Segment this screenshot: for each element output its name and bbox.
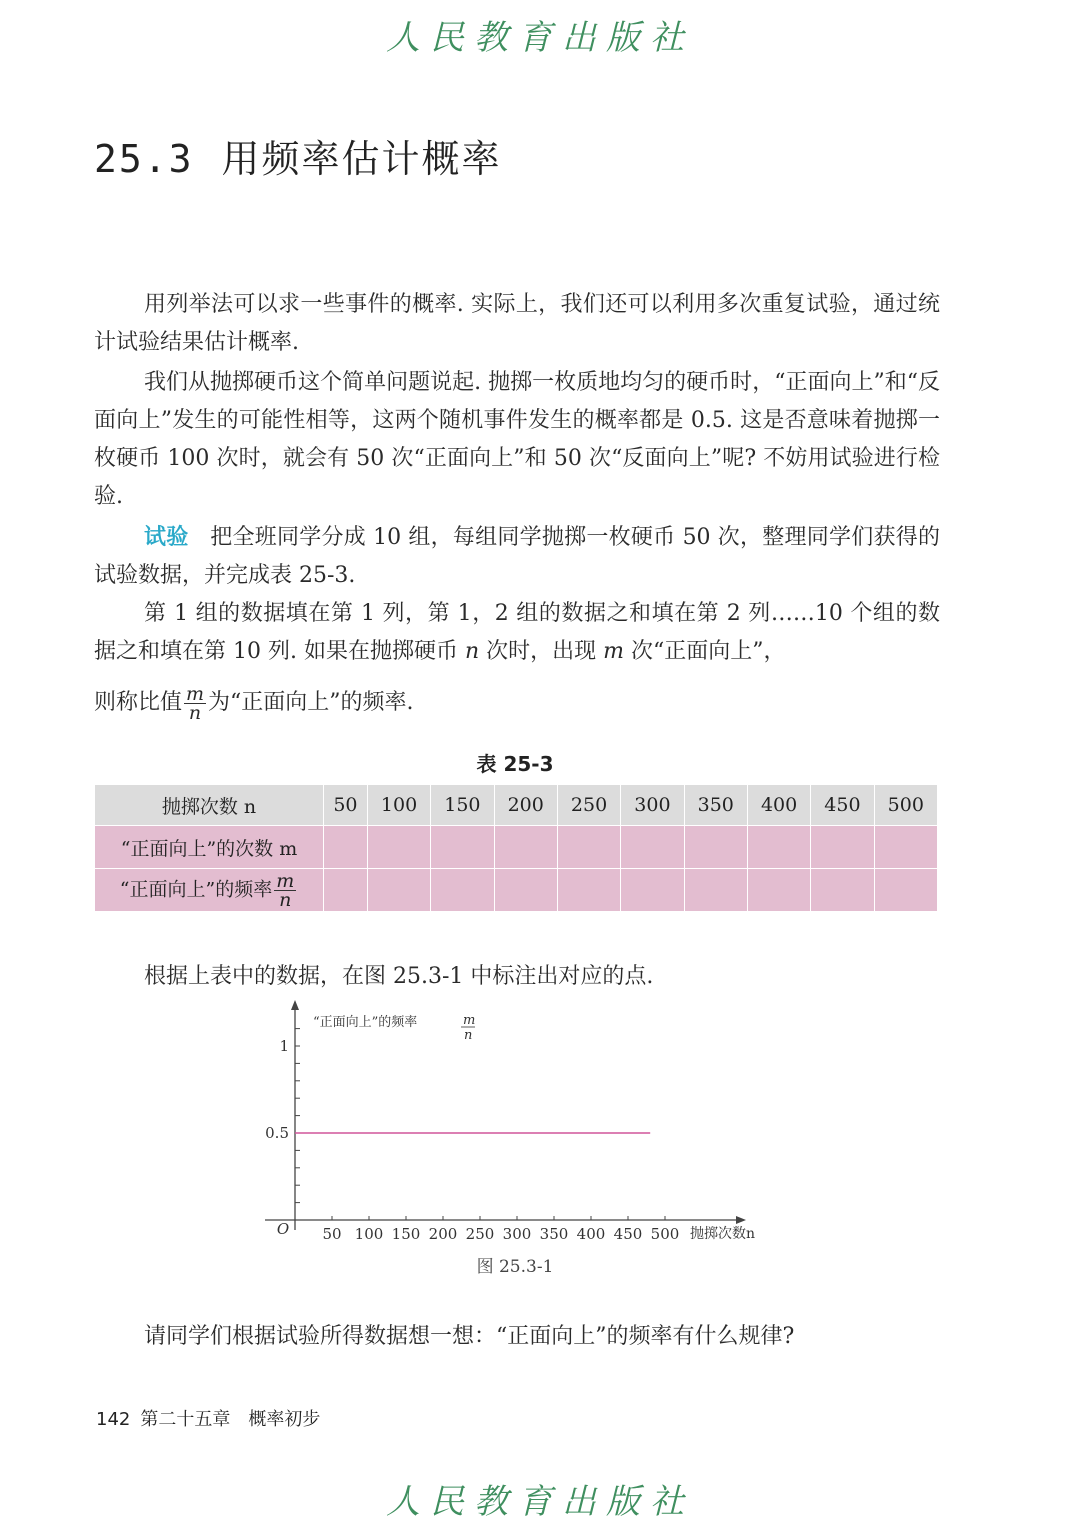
x-tick-label: 300 xyxy=(502,1225,532,1243)
x-tick-label: 350 xyxy=(539,1225,569,1243)
y-axis-label-frac-n: n xyxy=(464,1028,473,1043)
data-table xyxy=(94,784,938,912)
x-tick-label: 500 xyxy=(650,1225,680,1243)
x-axis-arrow xyxy=(736,1216,746,1224)
empty-cell[interactable] xyxy=(684,869,747,912)
p4-var-n: n xyxy=(464,639,480,664)
p4-text-c: 次“正面向上”， xyxy=(631,639,786,664)
empty-cell[interactable] xyxy=(621,826,684,869)
empty-cell[interactable] xyxy=(747,869,810,912)
empty-cell[interactable] xyxy=(557,826,620,869)
empty-cell[interactable] xyxy=(324,869,368,912)
empty-cell[interactable] xyxy=(684,826,747,869)
empty-cell[interactable] xyxy=(747,826,810,869)
experiment-label: 试验 xyxy=(144,524,189,550)
x-axis-label: 抛掷次数n xyxy=(690,1226,756,1242)
y-axis-label-frac-m: m xyxy=(463,1013,476,1028)
x-tick-label: 150 xyxy=(391,1225,421,1243)
row-header-throws: 抛掷次数 n xyxy=(95,785,324,826)
paragraph-2: 我们从抛掷硬币这个简单问题说起. 抛掷一枚质地均匀的硬币时，“正面向上”和“反面向上”发生的可能性相等，这两个随机事件发生的概率都是 0.5. 这是否意味着抛掷一枚硬币 100 次时，就会有 50 次“正面向上”和 50 次“反面向上”呢? 不妨用试验进行检验. xyxy=(94,370,940,509)
col-header: 350 xyxy=(684,785,747,826)
frequency-chart xyxy=(240,1000,800,1250)
y-tick-label: 0.5 xyxy=(265,1124,289,1142)
empty-cell[interactable] xyxy=(431,869,494,912)
x-tick-label: 450 xyxy=(613,1225,643,1243)
empty-cell[interactable] xyxy=(621,869,684,912)
publisher-logo-bottom: 人民教育出版社 xyxy=(386,1482,694,1522)
col-header: 500 xyxy=(874,785,937,826)
table-caption: 表 25-3 xyxy=(476,752,554,776)
paragraph-6: 请同学们根据试验所得数据想一想：“正面向上”的频率有什么规律? xyxy=(144,1324,795,1349)
chapter-title: 第二十五章 概率初步 xyxy=(140,1409,321,1430)
col-header: 450 xyxy=(811,785,874,826)
fraction-m-over-n-table: $\frac{m}{n}$ xyxy=(276,869,295,911)
empty-cell[interactable] xyxy=(367,826,430,869)
section-title xyxy=(94,128,502,183)
paragraph-3 xyxy=(94,518,940,595)
fraction-m-over-n: $\frac{m}{n}$ xyxy=(186,682,205,724)
table-row-throws xyxy=(95,785,938,826)
empty-cell[interactable] xyxy=(431,826,494,869)
empty-cell[interactable] xyxy=(494,869,557,912)
col-header: 150 xyxy=(431,785,494,826)
empty-cell[interactable] xyxy=(324,826,368,869)
paragraph-5: 根据上表中的数据，在图 25.3-1 中标注出对应的点. xyxy=(144,964,654,989)
publisher-logo-top: 人民教育出版社 xyxy=(386,18,694,58)
col-header: 50 xyxy=(324,785,368,826)
empty-cell[interactable] xyxy=(494,826,557,869)
col-header: 200 xyxy=(494,785,557,826)
paragraph-4 xyxy=(94,595,940,671)
p4-text-a: 第 1 组的数据填在第 1 列，第 1，2 组的数据之和填在第 2 列……10 个组的数据之和填在第 10 列. 如果在抛掷硬币 xyxy=(94,601,940,664)
table-row-heads-count xyxy=(95,826,938,869)
p4-text-b: 次时，出现 xyxy=(486,639,597,664)
empty-cell[interactable] xyxy=(811,826,874,869)
empty-cell[interactable] xyxy=(874,869,937,912)
p4-text-d: 则称比值 xyxy=(94,690,183,715)
experiment-text: 把全班同学分成 10 组，每组同学抛掷一枚硬币 50 次，整理同学们获得的试验数据，并完成表 25-3. xyxy=(94,525,940,588)
section-number: 25.3 xyxy=(94,137,194,181)
empty-cell[interactable] xyxy=(874,826,937,869)
x-tick-label: 200 xyxy=(428,1225,458,1243)
page-number: 142 xyxy=(96,1409,131,1430)
p4-text-e: 为“正面向上”的频率. xyxy=(208,690,414,715)
row-header-heads-count: “正面向上”的次数 m xyxy=(95,826,324,869)
col-header: 400 xyxy=(747,785,810,826)
section-name: 用频率估计概率 xyxy=(221,137,502,181)
table-row-heads-frequency xyxy=(95,869,938,912)
y-tick-label: 1 xyxy=(279,1037,289,1055)
paragraph-4-end xyxy=(94,684,940,722)
figure-caption: 图 25.3-1 xyxy=(476,1257,554,1277)
paragraph-1: 用列举法可以求一些事件的概率. 实际上，我们还可以利用多次重复试验，通过统计试验结果估计概率. xyxy=(94,292,940,355)
col-header: 250 xyxy=(557,785,620,826)
col-header: 300 xyxy=(621,785,684,826)
y-axis-label: “正面向上”的频率 xyxy=(313,1015,418,1030)
x-tick-label: 250 xyxy=(465,1225,495,1243)
p4-var-m: m xyxy=(603,639,625,664)
empty-cell[interactable] xyxy=(557,869,620,912)
x-tick-label: 50 xyxy=(322,1225,342,1243)
x-tick-label: 100 xyxy=(354,1225,384,1243)
origin-label: O xyxy=(276,1220,290,1238)
page-footer xyxy=(96,1405,320,1431)
empty-cell[interactable] xyxy=(367,869,430,912)
col-header: 100 xyxy=(367,785,430,826)
y-axis-arrow xyxy=(291,1000,299,1010)
x-tick-label: 400 xyxy=(576,1225,606,1243)
empty-cell[interactable] xyxy=(811,869,874,912)
row-header-heads-frequency: “正面向上”的频率 $\frac{m}{n}$ xyxy=(95,869,324,912)
